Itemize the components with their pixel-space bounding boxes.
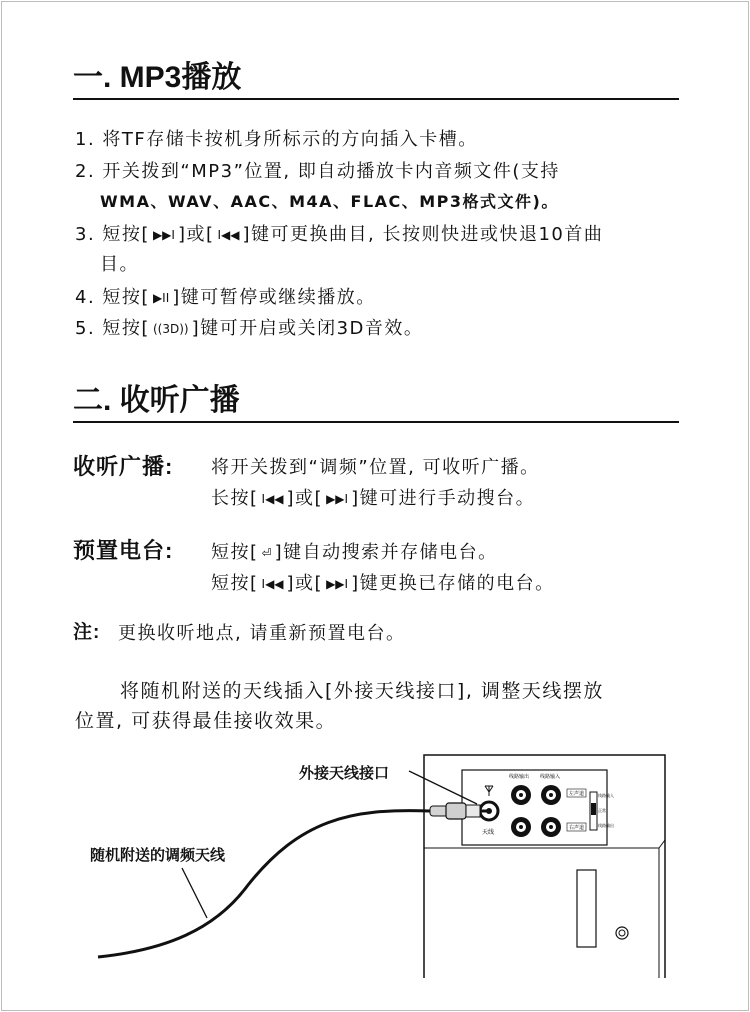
antenna-plug-body (430, 806, 448, 816)
step-text: 短按[ (102, 287, 150, 308)
step-text: 短按[ (102, 224, 150, 245)
step-text: 将TF存储卡按机身所标示的方向插入卡槽。 (102, 129, 478, 150)
step-number: 5. (75, 318, 96, 339)
device-edge (659, 840, 665, 848)
panel-in-label: 线路输入 (540, 774, 561, 780)
prev-track-icon: I◀◀ (261, 492, 284, 506)
step-text: 短按[ (102, 318, 150, 339)
step-text: 开关拨到“MP3”位置, 即自动播放卡内音频文件(支持 (102, 161, 560, 182)
step-text: ]键更换已存储的电台。 (351, 573, 555, 594)
panel-right-channel: 右声道 (569, 825, 585, 831)
antenna-plug-ring (466, 805, 480, 817)
play-pause-icon: ▶II (152, 291, 170, 305)
switch-line-out: 线路输出 (598, 823, 614, 828)
rca-jack-pin (519, 825, 523, 829)
rca-jack-pin (549, 793, 553, 797)
step-text: ]键可开启或关闭3D音效。 (191, 318, 424, 339)
prev-track-icon: I◀◀ (217, 228, 240, 242)
antenna-symbol-icon (485, 786, 493, 796)
step-text: ]或[ (177, 224, 215, 245)
panel-antenna-text: 天线 (482, 829, 495, 836)
step-number: 3. (75, 224, 96, 245)
panel-left-channel: 左声道 (569, 791, 585, 797)
step-text: ]键可更换曲目, 长按则快进或快退10首曲 (242, 224, 604, 245)
section-title-mp3: 一. MP3播放 (73, 58, 679, 100)
jack-pointer-line (409, 771, 477, 804)
mp3-step-2-cont: WMA、WAV、AAC、M4A、FLAC、MP3格式文件)。 (100, 192, 559, 211)
device-knob (616, 927, 628, 939)
step-number: 4. (75, 287, 96, 308)
antenna-plug-head (446, 803, 466, 819)
mp3-step-3-cont: 目。 (100, 254, 139, 275)
antenna-paragraph-1: 将随机附送的天线插入[外接天线接口], 调整天线摆放 (120, 680, 604, 702)
switch-line-in: 线路输入 (598, 793, 614, 798)
step-text: ]或[ (286, 573, 324, 594)
step-text: 短按[ (211, 573, 259, 594)
switch-normal: 正常 (598, 808, 606, 813)
device-slot (577, 870, 596, 947)
step-text: ]键可进行手动搜台。 (351, 488, 536, 509)
next-track-icon: ▶▶I (326, 492, 349, 506)
3d-sound-icon: ((3D)) (152, 322, 189, 336)
rca-jack-pin (549, 825, 553, 829)
panel-out-label: 线路输出 (509, 774, 530, 780)
listen-line-1: 将开关拨到“调频”位置, 可收听广播。 (211, 457, 540, 478)
preset-label: 预置电台: (73, 538, 174, 563)
step-text: 短按[ (211, 542, 259, 563)
next-track-icon: ▶▶I (152, 228, 175, 242)
next-track-icon: ▶▶I (326, 577, 349, 591)
antenna-jack-caption: 外接天线接口 (299, 765, 390, 782)
step-number: 1. (75, 129, 96, 150)
note-text: 更换收听地点, 请重新预置电台。 (118, 623, 406, 644)
antenna-pointer-line (182, 868, 207, 918)
antenna-wire-caption: 随机附送的调频天线 (90, 847, 226, 864)
step-text: 长按[ (211, 488, 259, 509)
switch-knob (591, 803, 596, 815)
step-number: 2. (75, 161, 96, 182)
antenna-wire (98, 811, 430, 957)
prev-track-icon: I◀◀ (261, 577, 284, 591)
rca-jack-pin (519, 793, 523, 797)
step-text: ]键可暂停或继续播放。 (172, 287, 376, 308)
step-text: ]或[ (286, 488, 324, 509)
note-label: 注: (73, 622, 101, 643)
section-title-radio: 二. 收听广播 (73, 381, 679, 423)
step-text: ]键自动搜索并存储电台。 (274, 542, 498, 563)
preset-scan-icon: ⏎ (261, 546, 272, 560)
listen-label: 收听广播: (73, 454, 174, 479)
antenna-paragraph-2: 位置, 可获得最佳接收效果。 (75, 710, 337, 732)
